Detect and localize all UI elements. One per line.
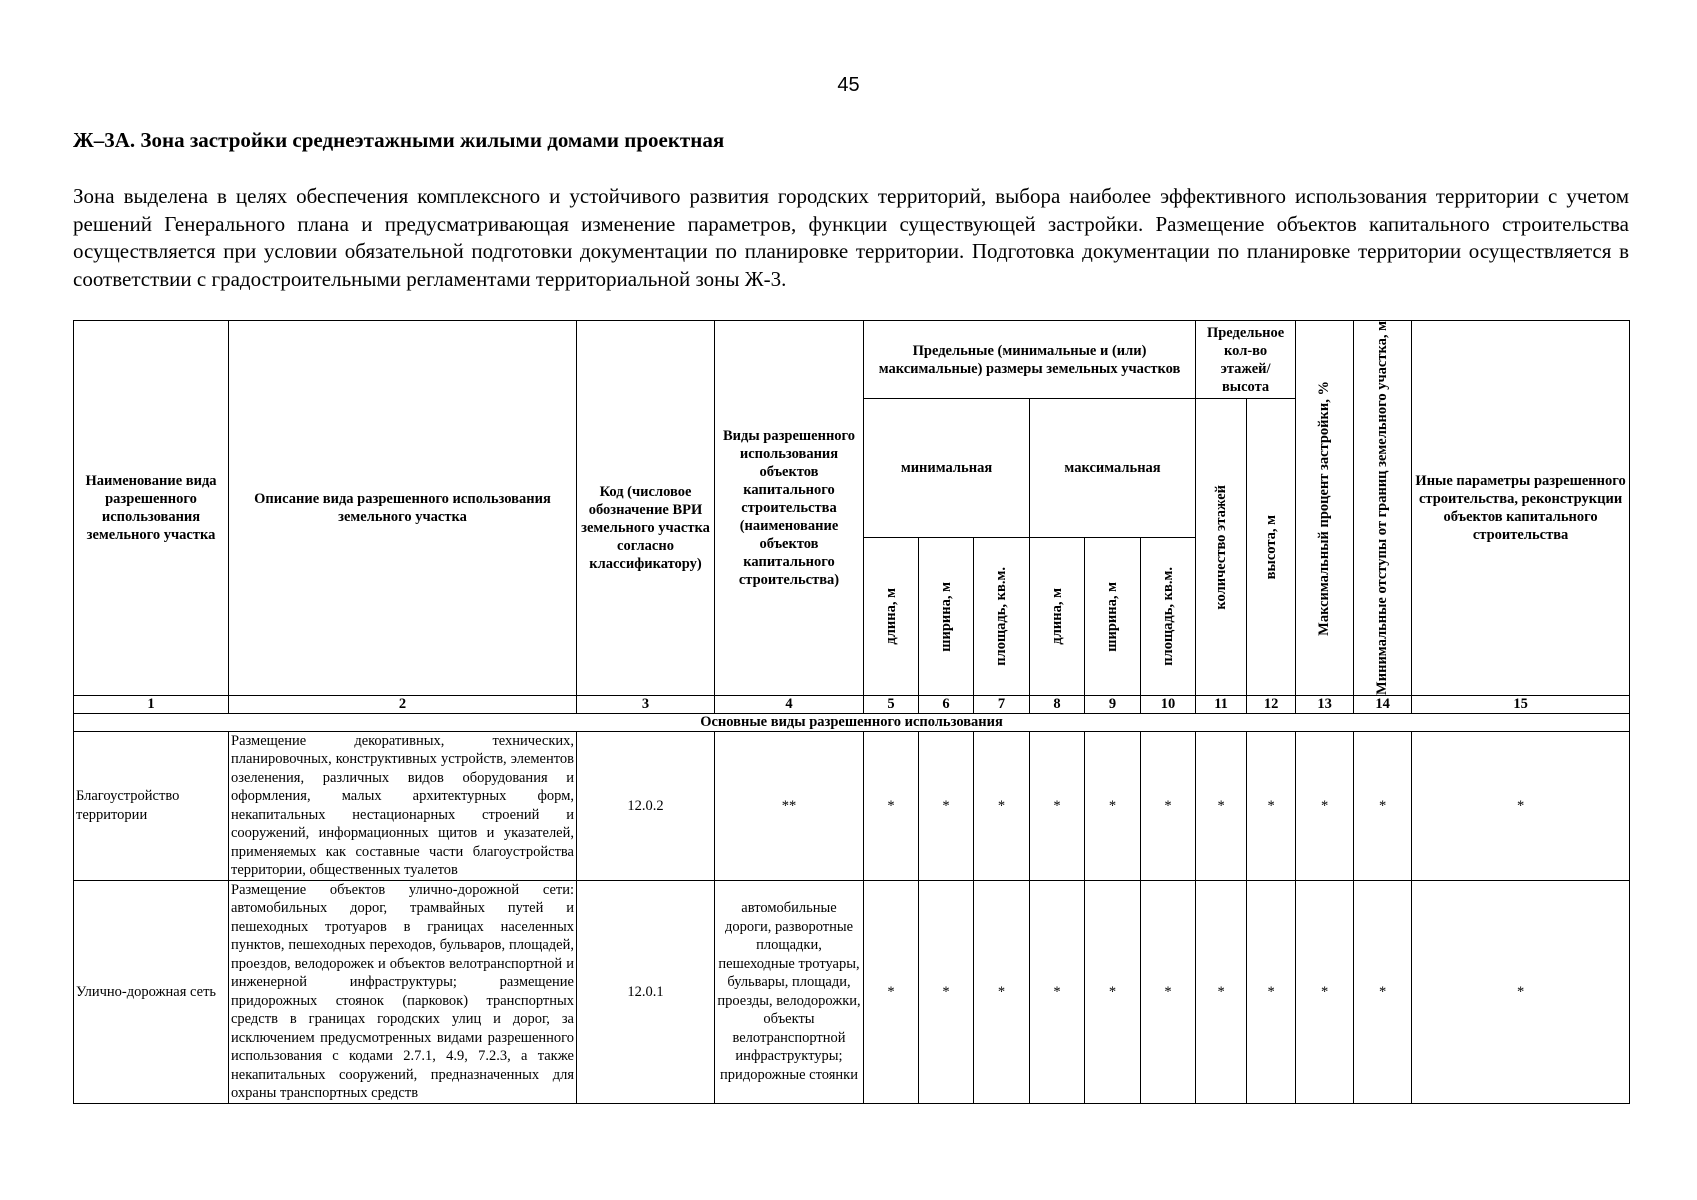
- header-floors-group: Предельное кол-во этажей/ высота: [1196, 321, 1296, 399]
- param-cell: *: [1296, 880, 1354, 1103]
- param-cell: *: [864, 880, 919, 1103]
- column-number: 11: [1196, 695, 1247, 713]
- column-number: 14: [1354, 695, 1412, 713]
- column-number: 3: [577, 695, 715, 713]
- row-description: Размещение декоративных, технических, планировочных, конструктивных устройств, элементов озеленения, различных видов оборудования и оформления, малых архитектурных форм, некапитальных нестационарных строений и сооружений, информационных щитов и указателей, применяемых как составные части благоустройства территории, общественных туалетов: [229, 731, 577, 880]
- row-name: Благоустройство территории: [74, 731, 229, 880]
- param-cell: *: [1141, 731, 1196, 880]
- param-cell: *: [919, 880, 974, 1103]
- zone-description: Зона выделена в целях обеспечения комплексного и устойчивого развития городских территорий, выбора наиболее эффективного использования территории с учетом решений Генерального плана и предусматривающая изменение параметров, функции существующей застройки. Размещение объектов капитального строительства осуществляется при условии обязательной подготовки документации по планировке территории. Подготовка документации по планировке территории осуществляется в соответствии с градостроительными регламентами территориальной зоны Ж-3.: [73, 184, 1629, 291]
- column-number: 10: [1141, 695, 1196, 713]
- column-number: 5: [864, 695, 919, 713]
- column-number: 7: [974, 695, 1030, 713]
- param-cell: *: [1296, 731, 1354, 880]
- header-min-setbacks: [1354, 321, 1412, 696]
- header-max-length: [1030, 537, 1085, 695]
- row-code: 12.0.2: [577, 731, 715, 880]
- header-other: Иные параметры разрешенного строительства, реконструкции объектов капитального строительства: [1412, 321, 1630, 696]
- row-objects: **: [715, 731, 864, 880]
- column-number: 12: [1247, 695, 1296, 713]
- header-limit-sizes: Предельные (минимальные и (или) максимальные) размеры земельных участков: [864, 321, 1196, 399]
- param-cell: *: [1412, 731, 1630, 880]
- header-max-area-text: площадь, кв.м.: [1159, 567, 1176, 666]
- column-number: 8: [1030, 695, 1085, 713]
- header-minimal: минимальная: [864, 399, 1030, 538]
- header-objects: Виды разрешенного использования объектов капитального строительства (наименование объектов капитального строительства): [715, 321, 864, 696]
- page-number: 45: [837, 74, 860, 96]
- header-min-length: [864, 537, 919, 695]
- param-cell: *: [1085, 880, 1141, 1103]
- header-min-width-text: ширина, м: [937, 581, 954, 652]
- column-number: 2: [229, 695, 577, 713]
- header-max-area: [1141, 537, 1196, 695]
- param-cell: *: [1412, 880, 1630, 1103]
- header-height: [1247, 399, 1296, 696]
- header-max-width: [1085, 537, 1141, 695]
- column-number: 9: [1085, 695, 1141, 713]
- param-cell: *: [1247, 731, 1296, 880]
- row-code: 12.0.1: [577, 880, 715, 1103]
- header-min-length-text: длина, м: [882, 588, 899, 645]
- header-max-width-text: ширина, м: [1104, 581, 1121, 652]
- header-floors-text: количество этажей: [1212, 484, 1229, 610]
- param-cell: *: [1030, 731, 1085, 880]
- header-description: Описание вида разрешенного использования земельного участка: [229, 321, 577, 696]
- header-name: Наименование вида разрешенного использования земельного участка: [74, 321, 229, 696]
- column-number: 1: [74, 695, 229, 713]
- table-row: [74, 731, 1630, 880]
- header-maximal: максимальная: [1030, 399, 1196, 538]
- param-cell: *: [1354, 880, 1412, 1103]
- param-cell: *: [974, 731, 1030, 880]
- header-min-width: [919, 537, 974, 695]
- param-cell: *: [919, 731, 974, 880]
- param-cell: *: [864, 731, 919, 880]
- column-number: 4: [715, 695, 864, 713]
- header-max-percent: [1296, 321, 1354, 696]
- header-height-text: высота, м: [1262, 514, 1279, 580]
- column-number: 13: [1296, 695, 1354, 713]
- param-cell: *: [1247, 880, 1296, 1103]
- param-cell: *: [1030, 880, 1085, 1103]
- header-max-percent-text: Максимальный процент застройки, %: [1316, 380, 1333, 636]
- header-code: Код (числовое обозначение ВРИ земельного участка согласно классификатору): [577, 321, 715, 696]
- header-floors: [1196, 399, 1247, 696]
- param-cell: *: [1141, 880, 1196, 1103]
- section-title: Основные виды разрешенного использования: [74, 713, 1630, 731]
- row-name: Улично-дорожная сеть: [74, 880, 229, 1103]
- header-max-length-text: длина, м: [1048, 588, 1065, 645]
- header-min-area-text: площадь, кв.м.: [993, 567, 1010, 666]
- regulations-table: [73, 320, 1630, 1104]
- header-min-setbacks-text: Минимальные отступы от границ земельного участка, м: [1374, 321, 1391, 695]
- param-cell: *: [1085, 731, 1141, 880]
- param-cell: *: [974, 880, 1030, 1103]
- table-row: [74, 880, 1630, 1103]
- column-numbers-row: [74, 695, 1630, 713]
- column-number: 6: [919, 695, 974, 713]
- zone-heading: Ж–3А. Зона застройки среднеэтажными жилыми домами проектная: [73, 128, 725, 152]
- param-cell: *: [1354, 731, 1412, 880]
- row-objects: автомобильные дороги, разворотные площадки, пешеходные тротуары, бульвары, площади, проезды, велодорожки, объекты велотранспортной инфраструктуры; придорожные стоянки: [715, 880, 864, 1103]
- column-number: 15: [1412, 695, 1630, 713]
- param-cell: *: [1196, 731, 1247, 880]
- header-min-area: [974, 537, 1030, 695]
- row-description: Размещение объектов улично-дорожной сети: автомобильных дорог, трамвайных путей и пешеходных тротуаров в границах населенных пунктов, пешеходных переходов, бульваров, площадей, проездов, велодорожек и объектов велотранспортной и инженерной инфраструктуры; размещение придорожных стоянок (парковок) транспортных средств в границах городских улиц и дорог, за исключением предусмотренных видами разрешенного использования с кодами 2.7.1, 4.9, 7.2.3, а также некапитальных сооружений, предназначенных для охраны транспортных средств: [229, 880, 577, 1103]
- param-cell: *: [1196, 880, 1247, 1103]
